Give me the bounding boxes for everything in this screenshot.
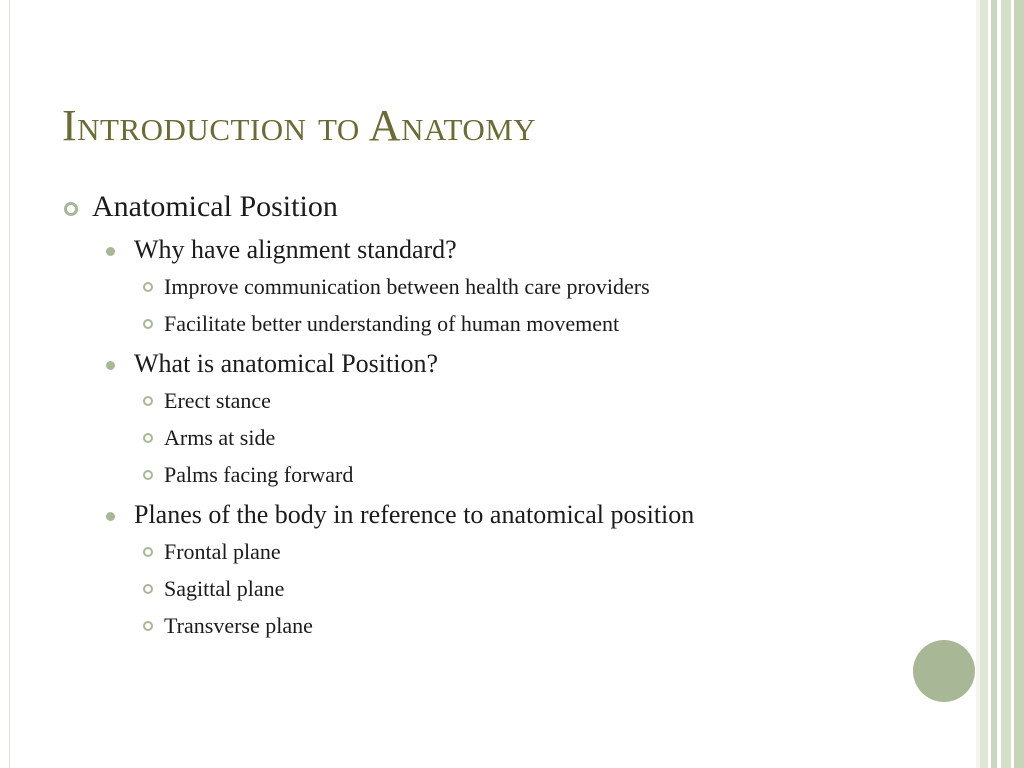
dot-bullet-icon: [106, 512, 115, 521]
ring-bullet-icon: [64, 202, 78, 216]
level1-text: Anatomical Position: [92, 190, 338, 223]
level2-text: Why have alignment standard?: [134, 235, 457, 264]
green-circle-decoration: [913, 640, 975, 702]
small-ring-bullet-icon: [143, 547, 153, 557]
level2-item: [62, 497, 942, 533]
level3-text: Palms facing forward: [164, 462, 354, 487]
level2-item: [62, 232, 942, 268]
small-ring-bullet-icon: [143, 396, 153, 406]
small-ring-bullet-icon: [143, 470, 153, 480]
level3-text: Improve communication between health care providers: [164, 274, 650, 299]
dot-bullet-icon: [106, 361, 115, 370]
right-border-stripes: [976, 0, 1024, 768]
level3-text: Facilitate better understanding of human movement: [164, 311, 620, 336]
level3-item: [62, 305, 942, 342]
small-ring-bullet-icon: [143, 584, 153, 594]
level3-text: Erect stance: [164, 388, 271, 413]
dot-bullet-icon: [106, 247, 115, 256]
level3-item: [62, 533, 942, 570]
level2-item: [62, 346, 942, 382]
slide-title: Introduction to Anatomy: [62, 101, 537, 150]
small-ring-bullet-icon: [143, 621, 153, 631]
level3-item: [62, 382, 942, 419]
level3-item: [62, 419, 942, 456]
slide-content: [62, 188, 942, 644]
level3-item: [62, 607, 942, 644]
level3-text: Transverse plane: [164, 613, 313, 638]
level3-item: [62, 570, 942, 607]
level3-text: Arms at side: [164, 425, 276, 450]
small-ring-bullet-icon: [143, 282, 153, 292]
level2-text: Planes of the body in reference to anatomical position: [134, 500, 695, 529]
small-ring-bullet-icon: [143, 433, 153, 443]
level1-item: [62, 188, 942, 226]
level3-text: Sagittal plane: [164, 576, 285, 601]
level3-text: Frontal plane: [164, 539, 281, 564]
level3-item: [62, 456, 942, 493]
small-ring-bullet-icon: [143, 319, 153, 329]
level2-text: What is anatomical Position?: [134, 349, 438, 378]
level3-item: [62, 268, 942, 305]
left-edge-line: [9, 0, 10, 768]
